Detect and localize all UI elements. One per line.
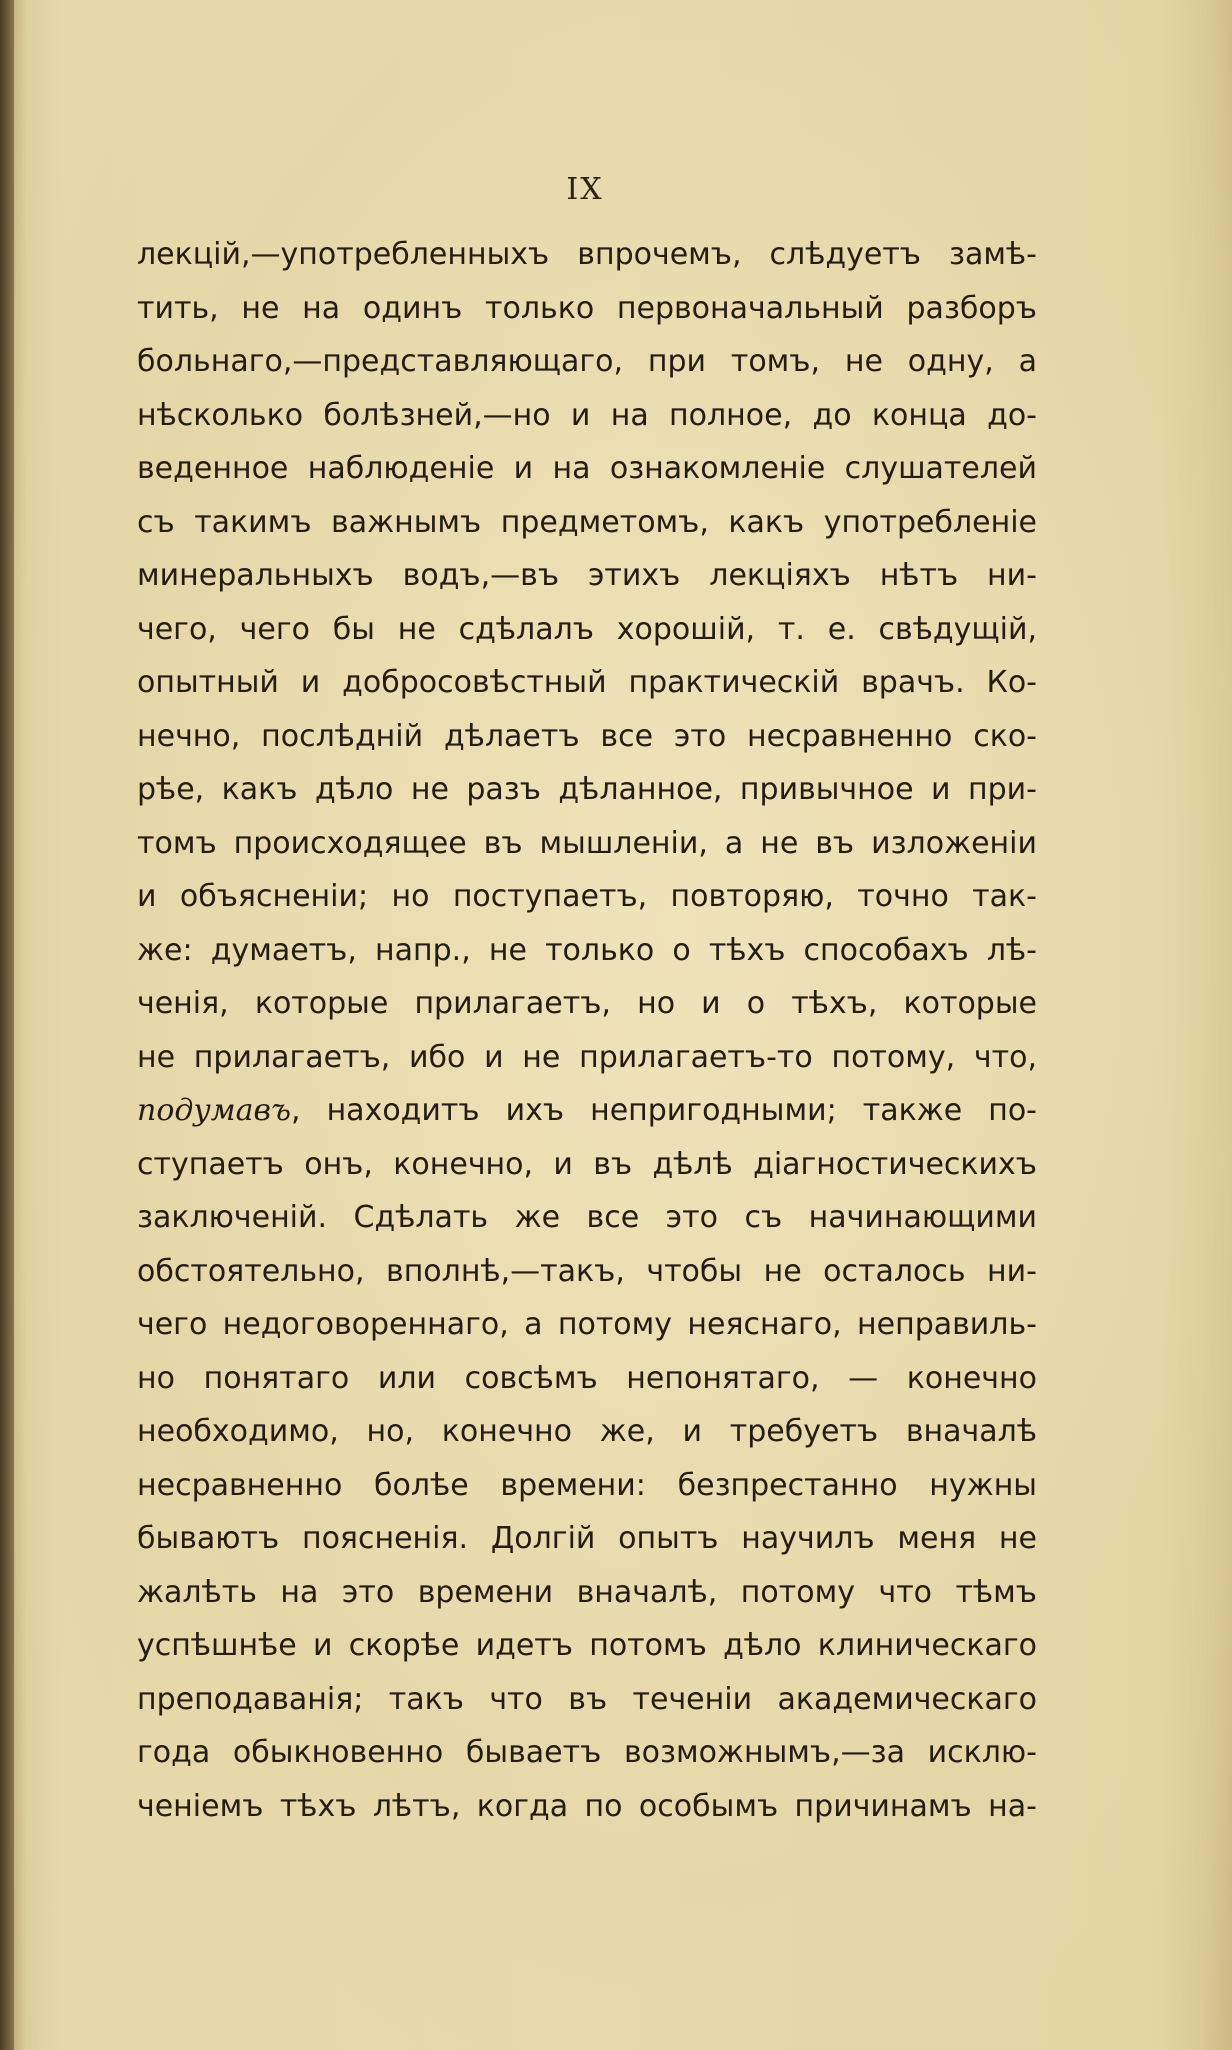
text-line: успѣшнѣе и скорѣе идетъ потомъ дѣло клиническаго [137,1628,1037,1663]
text-line: но понятаго или совсѣмъ непонятаго, — конечно [137,1360,1037,1396]
text-line: необходимо, но, конечно же, и требуетъ вначалѣ [137,1414,1037,1449]
text-line: же: думаетъ, напр., не только о тѣхъ способахъ лѣ- [137,932,1037,968]
text-line-with-italic [137,1084,1037,1138]
text-line: съ такимъ важнымъ предметомъ, какъ употребленіе [137,504,1037,540]
text-line: нечно, послѣдній дѣлаетъ все это несравненно ско- [137,718,1037,754]
text-line: обстоятельно, вполнѣ,—такъ, чтобы не осталось ни- [137,1253,1037,1289]
italic-word: подумавъ [137,1093,292,1128]
text-line: опытный и добросовѣстный практическій врачъ. Ко- [137,665,1037,700]
text-line: заключеній. Сдѣлать же все это съ начинающими [137,1200,1037,1235]
text-line: и объясненіи; но поступаетъ, повторяю, точно так- [137,879,1037,914]
text-line: жалѣть на это времени вначалѣ, потому что тѣмъ [137,1574,1037,1610]
text-line: чего недоговореннаго, а потому неяснаго, неправиль- [137,1307,1037,1342]
text-line: рѣе, какъ дѣло не разъ дѣланное, привычное и при- [137,772,1037,807]
text-line: бываютъ поясненія. Долгій опытъ научилъ меня не [137,1521,1037,1556]
text-line: ченіемъ тѣхъ лѣтъ, когда по особымъ причинамъ на- [137,1788,1037,1824]
text-line: томъ происходящее въ мышленіи, а не въ изложеніи [137,825,1037,861]
book-spine-shadow [0,0,14,2050]
text-line: лекцій,—употребленныхъ впрочемъ, слѣдуетъ замѣ- [137,237,1037,272]
text-line: года обыкновенно бываетъ возможнымъ,—за исклю- [137,1735,1037,1770]
line-remainder: , находитъ ихъ непригодными; также по- [291,1093,1037,1128]
text-line: больнаго,—представляющаго, при томъ, не одну, а [137,344,1037,379]
text-line: преподаванія; такъ что въ теченіи академическаго [137,1681,1037,1717]
text-line: минеральныхъ водъ,—въ этихъ лекціяхъ нѣтъ ни- [137,558,1037,593]
text-line: не прилагаетъ, ибо и не прилагаетъ-то потому, что, [137,1039,1037,1075]
text-line: ченія, которые прилагаетъ, но и о тѣхъ, которые [137,986,1037,1021]
page-number: IX [566,172,604,207]
text-line: веденное наблюденіе и на ознакомленіе слушателей [137,451,1037,486]
body-text [137,228,1037,1833]
text-line: ступаетъ онъ, конечно, и въ дѣлѣ діагностическихъ [137,1146,1037,1182]
text-line: нѣсколько болѣзней,—но и на полное, до конца до- [137,397,1037,433]
text-line: тить, не на одинъ только первоначальный разборъ [137,290,1037,326]
text-line: несравненно болѣе времени: безпрестанно нужны [137,1467,1037,1503]
text-line: чего, чего бы не сдѣлалъ хорошій, т. е. свѣдущій, [137,611,1037,647]
